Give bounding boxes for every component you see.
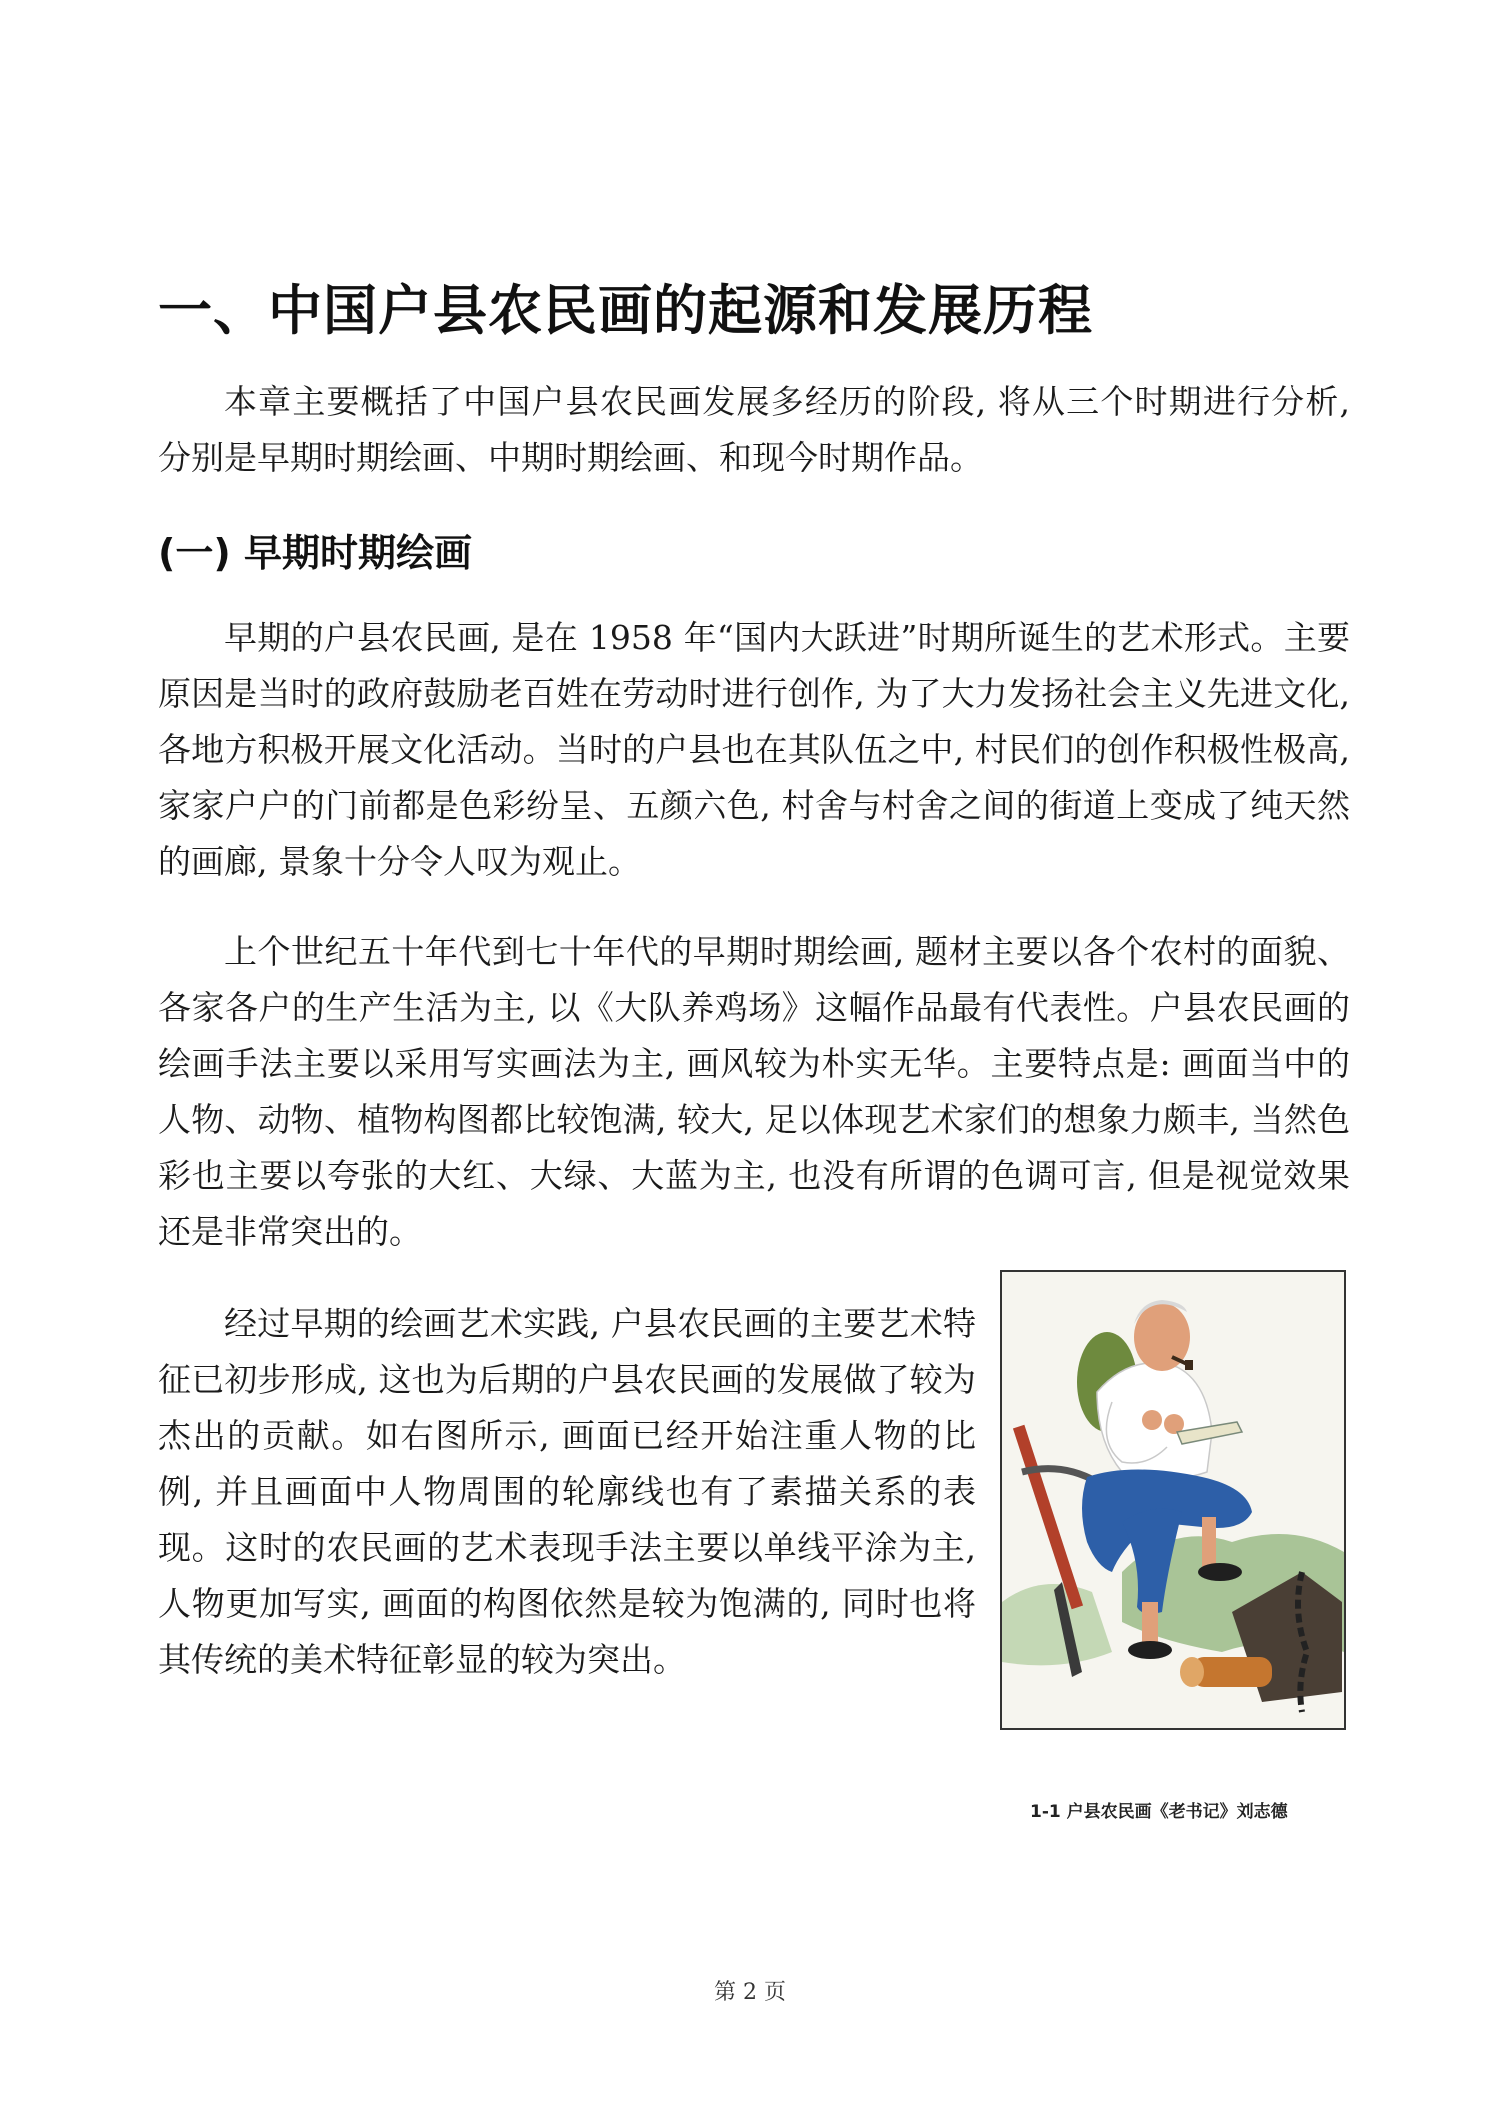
body-paragraph: 早期的户县农民画, 是在 1958 年“国内大跃进”时期所诞生的艺术形式。主要原因是当时的政府鼓励老百姓在劳动时进行创作, 为了大力发扬社会主义先进文化, 各地方积极开展文化活动。当时的户县也在其队伍之中, 村民们的创作积极性极高, 家家户户的门前都是色彩纷呈、五颜六色, 村舍与村舍之间的街道上变成了纯天然的画廊, 景象十分令人叹为观止。 xyxy=(158,618,1350,881)
section-heading: (一) 早期时期绘画 xyxy=(158,531,472,575)
chapter-intro-paragraph: 本章主要概括了中国户县农民画发展多经历的阶段, 将从三个时期进行分析, 分别是早期时期绘画、中期时期绘画、和现今时期作品。 xyxy=(158,382,1350,477)
body-paragraph: 经过早期的绘画艺术实践, 户县农民画的主要艺术特征已初步形成, 这也为后期的户县农民画的发展做了较为杰出的贡献。如右图所示, 画面已经开始注重人物的比例, 并且画面中人物周围的轮廓线也有了素描关系的表现。这时的农民画的艺术表现手法主要以单线平涂为主, 人物更加写实, 画面的构图依然是较为饱满的, 同时也将其传统的美术特征彰显的较为突出。 xyxy=(158,1304,976,1679)
painting-illustration xyxy=(1002,1272,1344,1728)
body-paragraph: 上个世纪五十年代到七十年代的早期时期绘画, 题材主要以各个农村的面貌、各家各户的生产生活为主, 以《大队养鸡场》这幅作品最有代表性。户县农民画的绘画手法主要以采用写实画法为主, 画风较为朴实无华。主要特点是: 画面当中的人物、动物、植物构图都比较饱满, 较大, 足以体现艺术家们的想象力颇丰, 当然色彩也主要以夸张的大红、大绿、大蓝为主, 也没有所谓的色调可言, 但是视觉效果还是非常突出的。 xyxy=(158,932,1350,1251)
chapter-title: 一、中国户县农民画的起源和发展历程 xyxy=(158,279,1093,342)
figure-caption: 1-1 户县农民画《老书记》刘志德 xyxy=(1030,1802,1288,1822)
figure-painting xyxy=(1000,1270,1346,1730)
page-number: 第 2 页 xyxy=(714,1980,786,2005)
